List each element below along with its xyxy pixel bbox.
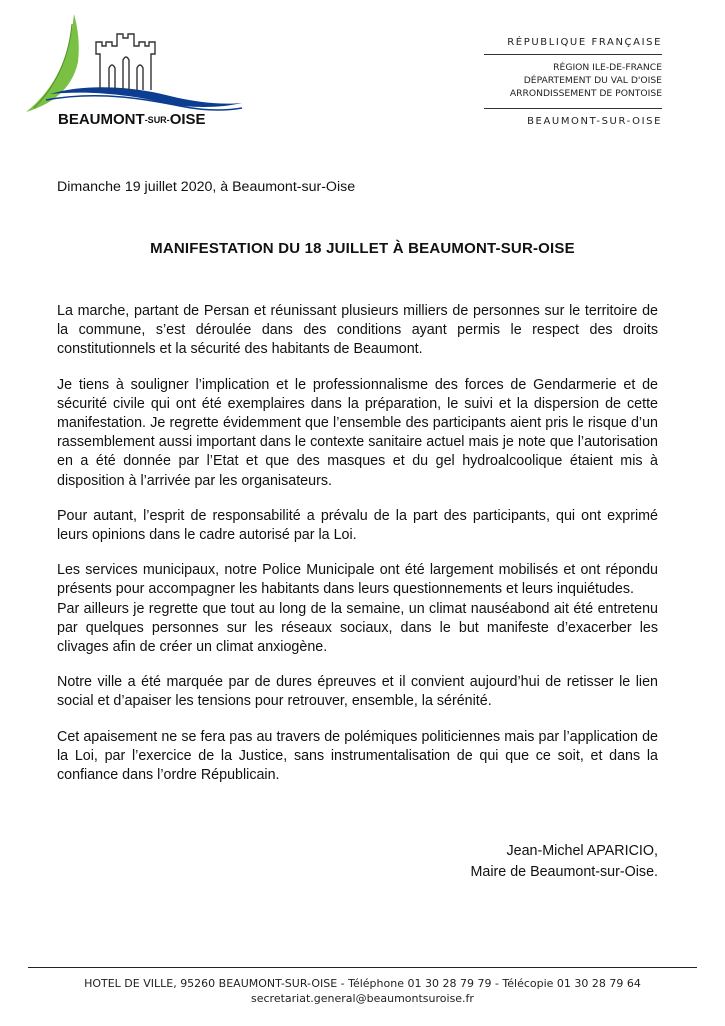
letterhead-republic: RÉPUBLIQUE FRANÇAISE <box>507 37 662 48</box>
letterhead-divider-bottom <box>484 108 662 109</box>
paragraph: Cet apaisement ne se fera pas au travers de polémiques politiciennes mais par l’application de la Loi, par l’exercice de la Justice, sans instrumentalisation de qui que ce soit, et dans la confiance dans l’ordre Républicain. <box>57 728 658 784</box>
letterhead <box>430 36 662 129</box>
logo-text-sur: -SUR- <box>144 115 170 125</box>
paragraph: Je tiens à souligner l’implication et le professionnalisme des forces de Gendarmerie et de sécurité civile qui ont été exemplaires dans la préparation, le suivi et la dispersion de cette manifestation. Je regrette évidemment que l’ensemble des participants aient pris le risque d’un rassemblement aussi important dans le contexte sanitaire actuel mais je note que l’autorisation en a été donnée par l’Etat et que des masques et du gel hydroalcoolique étaient mis à disposition à l’arrivée par les organisateurs. <box>57 376 658 489</box>
town-logo <box>20 10 250 130</box>
logo-text-oise: OISE <box>169 111 206 128</box>
signature-role: Maire de Beaumont-sur-Oise. <box>470 864 658 880</box>
paragraph: Notre ville a été marquée par de dures épreuves et il convient aujourd’hui de retisser le lien social et d’apaiser les tensions pour retrouver, ensemble, la sérénité. <box>57 674 658 710</box>
town-logo-graphic <box>20 10 250 130</box>
footer-address: HOTEL DE VILLE, 95260 BEAUMONT-SUR-OISE - Téléphone 01 30 28 79 79 - Télécopie 01 30 28 79 64 <box>84 977 641 990</box>
paragraph: La marche, partant de Persan et réunissant plusieurs milliers de personnes sur le territoire de la commune, s’est déroulée dans des conditions ayant permis le respect des droits constitutionnels et la sécurité des habitants de Beaumont. <box>57 303 658 358</box>
document-body <box>57 302 658 801</box>
letterhead-divider-top <box>484 54 662 55</box>
document-title: MANIFESTATION DU 18 JUILLET À BEAUMONT-SUR-OISE <box>150 240 575 257</box>
letterhead-arrondissement: ARRONDISSEMENT DE PONTOISE <box>509 88 662 99</box>
paragraph: Pour autant, l’esprit de responsabilité a prévalu de la part des participants, qui ont exprimé leurs opinions dans le cadre autorisé par la Loi. <box>57 507 658 544</box>
signature-name: Jean-Michel APARICIO, <box>506 843 658 859</box>
date-line: Dimanche 19 juillet 2020, à Beaumont-sur-Oise <box>57 179 356 195</box>
paragraph: Par ailleurs je regrette que tout au long de la semaine, un climat nauséabond ait été entretenu par quelques personnes sur les réseaux sociaux, dans le but manifeste d’exacerber les clivages afin de créer un climat anxiogène. <box>57 600 658 656</box>
footer-divider <box>28 967 697 968</box>
letterhead-region: RÉGION ILE-DE-FRANCE <box>553 62 662 73</box>
logo-blue-swoosh <box>50 87 242 107</box>
logo-text-beau: BEAU <box>58 111 101 128</box>
logo-castle-tower <box>96 34 155 90</box>
svg-text:BEAUMONT-SUR-OISE <box>58 111 206 128</box>
footer <box>0 976 725 1006</box>
letterhead-department: DÉPARTEMENT DU VAL D'OISE <box>523 75 662 86</box>
paragraph: Les services municipaux, notre Police Municipale ont été largement mobilisés et ont répondu présents pour accompagner les habitants dans leurs questionnements et leurs inquiétudes. <box>57 562 658 598</box>
logo-text-mont: MONT <box>100 111 145 128</box>
footer-email: secretariat.general@beaumontsuroise.fr <box>251 992 474 1005</box>
signature-block <box>470 841 658 883</box>
letterhead-town: BEAUMONT-SUR-OISE <box>527 116 662 127</box>
